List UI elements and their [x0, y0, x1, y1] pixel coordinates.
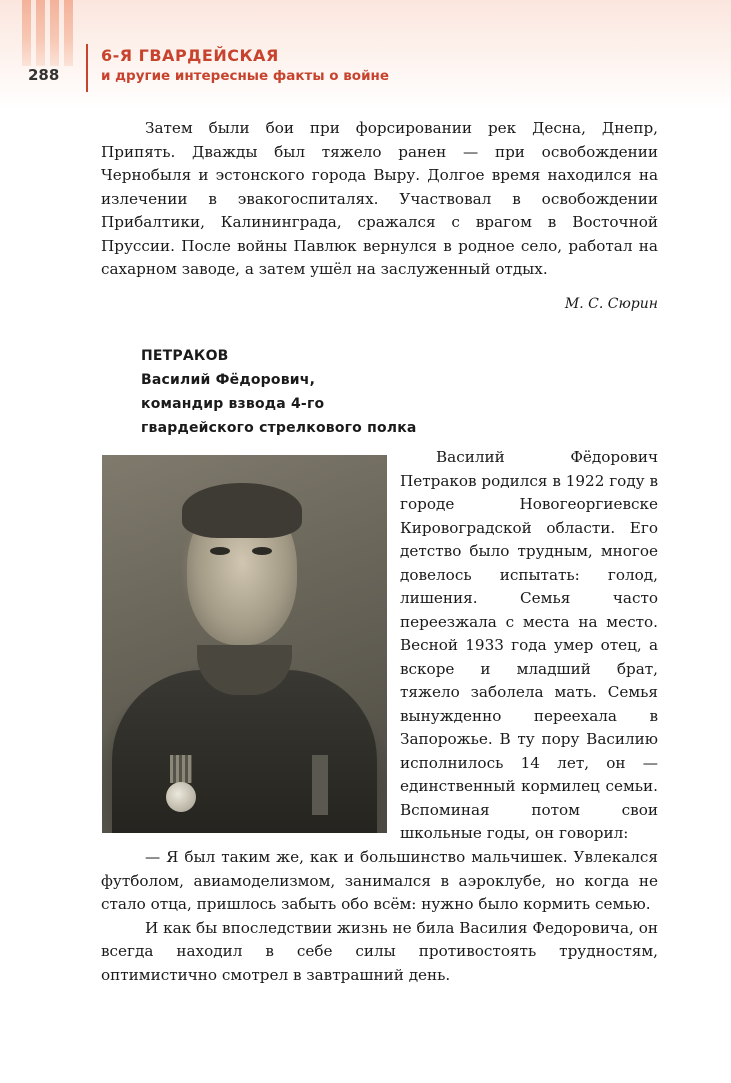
author-signature: М. С. Сюрин	[564, 296, 658, 312]
running-subtitle: и другие интересные факты о войне	[101, 68, 390, 84]
bio-side-text	[400, 446, 658, 846]
header-divider	[86, 44, 88, 92]
medal-icon	[166, 782, 196, 812]
bio-bottom-text	[101, 846, 658, 987]
paragraph-quote: — Я был таким же, как и большинство мальчишек. Увлекался футболом, авиамоделизмом, занимался в аэроклубе, но когда не стало отца, пришлось забыть обо всём: нужно было кормить семью.	[101, 848, 658, 913]
bio-heading-surname: ПЕТРАКОВ	[141, 348, 229, 364]
paragraph-closing: И как бы впоследствии жизнь не била Василия Федоровича, он всегда находил в себе силы противостоять трудностям, оптимистично смотрел в завтрашний день.	[101, 918, 658, 984]
portrait-photo	[102, 455, 387, 833]
bio-heading-name: Василий Фёдорович,	[141, 372, 316, 388]
paragraph-bio-side: Василий Фёдорович Петраков родился в 1922 году в городе Новогеоргиевске Кировоградской области. Его детство было трудным, многое довелось испытать: голод, лишения. Семья часто переезжала с места на место. Весной 1933 года умер отец, а вскоре и младший брат, тяжело заболела мать. Семья вынужденно переехала в Запорожье. В ту пору Василию исполнилось 14 лет, он — единственный кормилец семьи. Вспоминая потом свои школьные годы, он говорил:	[400, 448, 658, 842]
article-top-text	[101, 117, 658, 282]
page-number: 288	[28, 66, 60, 84]
header-stripes	[22, 0, 78, 66]
paragraph-top: Затем были бои при форсировании рек Десна, Днепр, Припять. Дважды был тяжело ранен — при освобождении Чернобыля и эстонского города Выру. Долгое время находился на излечении в эвакогоспиталях. Участвовал в освобождении Прибалтики, Калининграда, сражался с врагом в Восточной Пруссии. После войны Павлюк вернулся в родное село, работал на сахарном заводе, а затем ушёл на заслуженный отдых.	[101, 119, 658, 278]
bio-heading-rank: командир взвода 4-го	[141, 396, 325, 412]
bio-heading	[141, 344, 417, 440]
running-title: 6-Я ГВАРДЕЙСКАЯ	[101, 46, 279, 65]
bio-heading-unit: гвардейского стрелкового полка	[141, 420, 417, 436]
